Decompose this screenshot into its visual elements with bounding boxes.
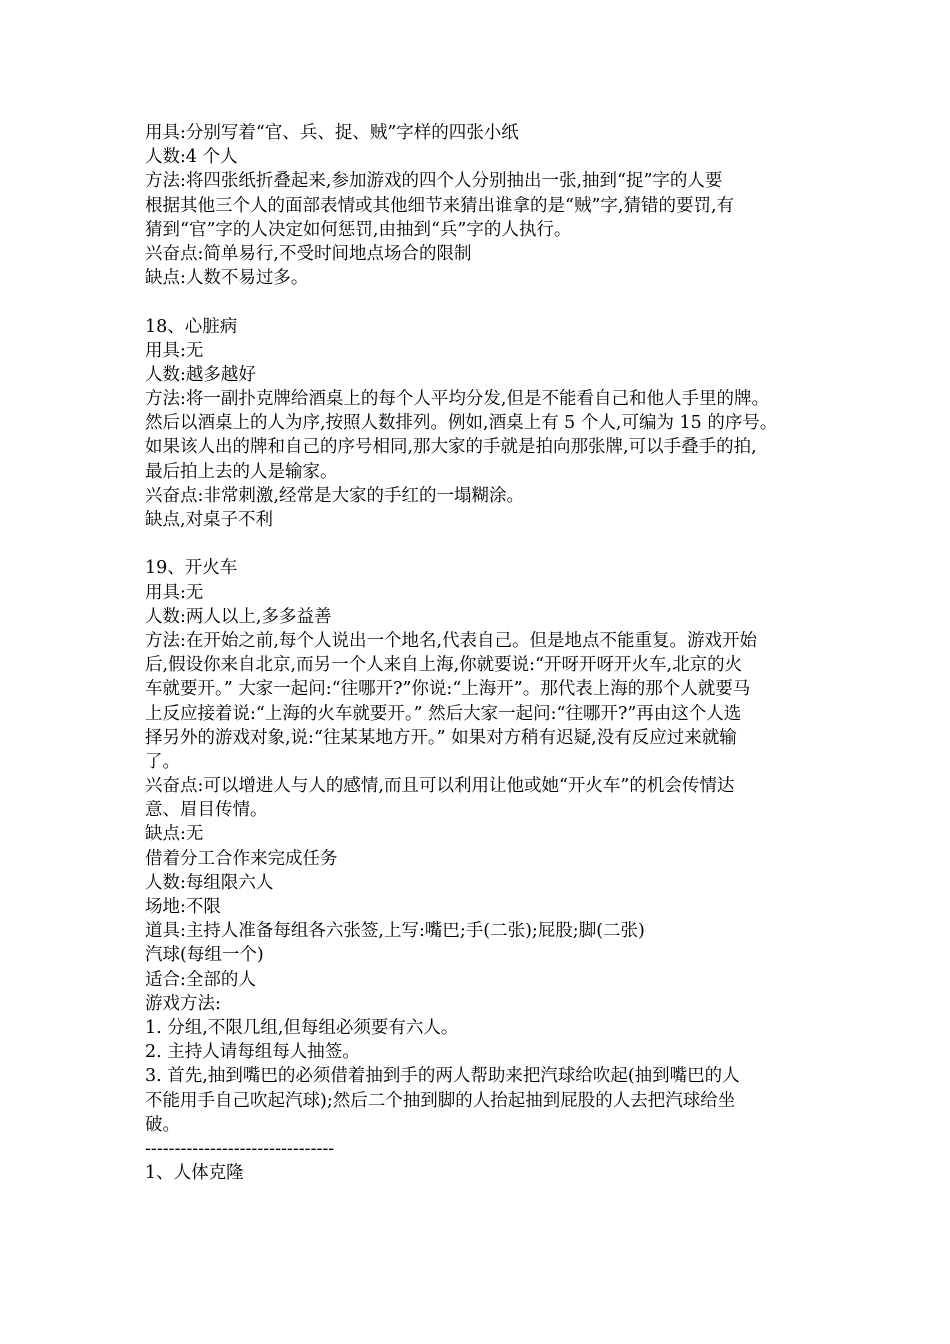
blank-line	[145, 532, 825, 556]
dashed-divider: --------------------------------	[145, 1138, 335, 1159]
text-line: 3. 首先,抽到嘴巴的必须借着抽到手的两人帮助来把汽球给吹起(抽到嘴巴的人	[145, 1066, 740, 1087]
text-line: 择另外的游戏对象,说:“往某某地方开。” 如果对方稍有迟疑,没有反应过来就输	[145, 727, 737, 748]
text-line: 场地:不限	[145, 897, 221, 917]
text-line: 破。	[145, 1114, 180, 1135]
text-line: 根据其他三个人的面部表情或其他细节来猜出谁拿的是“贼”字,猜错的要罚,有	[145, 195, 735, 216]
text-line: 了。	[145, 751, 180, 772]
text-line: 缺点:人数不易过多。	[145, 268, 309, 289]
text-line: 人数:越多越好	[145, 364, 256, 385]
text-line: 意、眉目传情。	[145, 800, 268, 821]
section-19	[145, 556, 825, 846]
text-line: 方法:将一副扑克牌给酒桌上的每个人平均分发,但是不能看自己和他人手里的牌。	[145, 389, 769, 410]
text-line: 最后拍上去的人是输家。	[145, 461, 338, 482]
text-line: 人数:每组限六人	[145, 872, 274, 893]
section-title: 19、开火车	[145, 558, 238, 579]
text-line: 车就要开。” 大家一起问:“往哪开?”你说:“上海开”。那代表上海的那个人就要马	[145, 679, 751, 700]
text-line: 兴奋点:可以增进人与人的感情,而且可以利用让他或她“开火车”的机会传情达	[145, 776, 735, 797]
text-line: 猜到“官”字的人决定如何惩罚,由抽到“兵”字的人执行。	[145, 219, 572, 240]
text-line: 方法:将四张纸折叠起来,参加游戏的四个人分别抽出一张,抽到“捉”字的人要	[145, 171, 723, 192]
text-line: 方法:在开始之前,每个人说出一个地名,代表自己。但是地点不能重复。游戏开始	[145, 630, 758, 651]
text-line: 兴奋点:非常刺激,经常是大家的手红的一塌糊涂。	[145, 485, 524, 506]
text-line: 如果该人出的牌和自己的序号相同,那大家的手就是拍向那张牌,可以手叠手的拍,	[145, 437, 757, 458]
text-line: 借着分工合作来完成任务	[145, 848, 338, 869]
text-line: 适合:全部的人	[145, 969, 256, 990]
text-line: 缺点,对桌子不利	[145, 510, 274, 530]
text-line: 不能用手自己吹起汽球);然后二个抽到脚的人抬起抽到屁股的人去把汽球给坐	[145, 1090, 736, 1111]
section-17-tail	[145, 121, 825, 290]
text-line: 后,假设你来自北京,而另一个人来自上海,你就要说:“开呀开呀开火车,北京的火	[145, 655, 743, 676]
text-line: 上反应接着说:“上海的火车就要开。” 然后大家一起问:“往哪开?”再由这个人选	[145, 703, 742, 724]
text-line: 人数:两人以上,多多益善	[145, 606, 332, 627]
text-line: 2. 主持人请每组每人抽签。	[145, 1042, 360, 1063]
text-line: 然后以酒桌上的人为序,按照人数排列。例如,酒桌上有 5 个人,可编为 15 的序号。	[145, 413, 778, 434]
blank-line	[145, 290, 825, 314]
text-line: 游戏方法:	[145, 993, 221, 1014]
text-line: 用具:分别写着“官、兵、捉、贼”字样的四张小纸	[145, 123, 519, 143]
document-body	[145, 121, 825, 1185]
text-line: 汽球(每组一个)	[145, 945, 264, 966]
section-18	[145, 315, 825, 533]
section-title: 18、心脏病	[145, 316, 238, 337]
section-title: 1、人体克隆	[145, 1163, 244, 1184]
text-line: 人数:4 个人	[145, 147, 238, 168]
text-line: 用具:无	[145, 582, 204, 603]
text-line: 道具:主持人准备每组各六张签,上写:嘴巴;手(二张);屁股;脚(二张)	[145, 921, 645, 942]
text-line: 缺点:无	[145, 824, 204, 845]
text-line: 兴奋点:简单易行,不受时间地点场合的限制	[145, 243, 472, 264]
teamwork-section	[145, 847, 825, 1137]
text-line: 用具:无	[145, 340, 204, 361]
text-line: 1. 分组,不限几组,但每组必须要有六人。	[145, 1017, 459, 1038]
